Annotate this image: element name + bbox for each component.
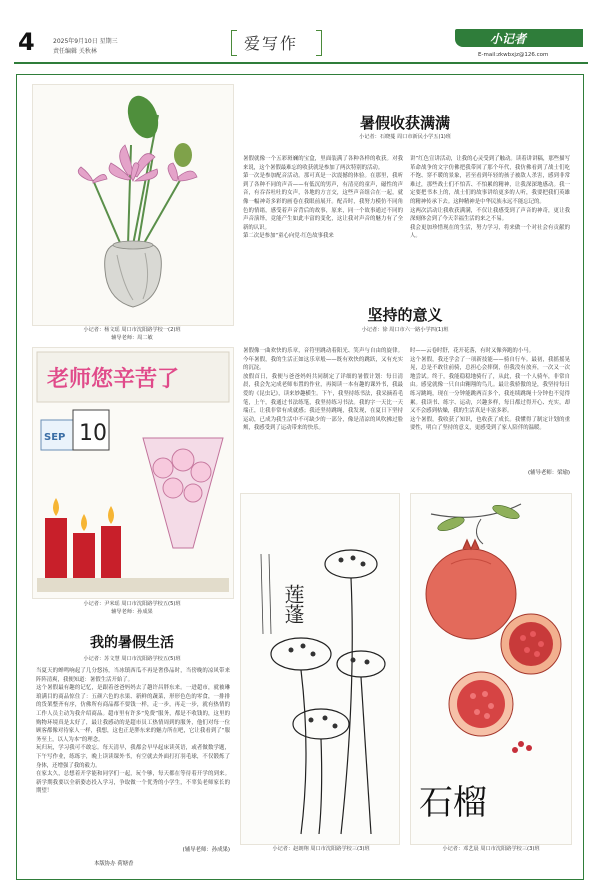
teachers-day-illustration (33, 348, 233, 598)
page-number: 4 (18, 28, 35, 56)
section-title: 爱写作 (244, 34, 299, 53)
article3-byline: 小记者：苏文慧 周口市沈阳路学校五(5)班 (83, 656, 181, 662)
brand-name: 小记者 (490, 32, 527, 46)
article3-title: 我的暑假生活 (90, 635, 174, 651)
article2-byline: 小记者：徐 周口市六一路小学四(1)班 (361, 327, 449, 333)
calendar-month: SEP (44, 432, 66, 443)
article2-teacher: (辅导老师：梁瑜) (528, 470, 570, 476)
article3-body: 当夏天的蝉鸣响起了几分悠扬，当冰镇西瓜不再是奢侈品时，当傍晚的凉风带来阵阵清爽，我便知道：暑假生活开始了。 这个暑假最有趣的记忆，是跟着爸爸妈妈去了趟许昌胖东来。一进超市，就被琳琅满目的商品惊住了：五颜六色的水果、新鲜的蔬菜，形形色色的零食，一排排的货架整齐有序，仿佛所有商品都不要钱一样，走一步，再走一步，就有热情的工作人员主动为我介绍商品。超市里有许多“免费”服务，都是不收钱的，这里的购物环境真是太好了，最让我感动的是超市员工热情周到的服务，他们对每一位顾客都像对待家人一样，我想，这也正是胖东来的魅力所在吧，它让我看到了“服务至上，以人为本”的理念。 玩归玩，学习我可不敢忘。每天清早，我都会早早起床读英语，或者做数学题，下午写作业，练练字，晚上读读课外书，有空就去外面打打羽毛球，不仅锻炼了身体，还增强了我的毅力。 在家太久，总想着开学能和同学们一起，玩个够，每天都在等待着开学的到来。新学期我要以全新姿态投入学习，争取做一个优秀的小学生，不辜负老师家长的期望！ (36, 668, 230, 795)
footer-sponsor: 本版协办 荷塘香 (94, 861, 134, 867)
drawing-lotus-vase (32, 84, 234, 326)
article2-title: 坚持的意义 (367, 306, 443, 324)
calendar-day: 10 (79, 421, 107, 446)
article2-col1: 暑假像一曲欢快的乐章，音符里跳动着阳光、笑声与自由的旋律。今年暑假，我的生活正如这乐章般——既有欢快的跳跃，又有充实的沉淀。 放假首日，我便与爸爸妈妈共同制定了详细的暑假计划：每日清晨，我会先完成老师布置的作业，再阅读一本有趣的课外书，我最爱的《昆虫记》，读来妙趣横生。下午，我坚持练书法，我采摘着毛笔，上午，我通过书法练笔，我坚持练习书法。我的字一天比一天端正，让我非常有成就感；我还坚持跳绳，我发现，在夏日下坚持运动，已成为我生活中不可缺少的一部分，像是清凉的风吹拂过脸颊，我感受到了运动带来的快乐。 (243, 348, 403, 432)
article1-col2: 讲”红色宣讲活动，让我的心灵受到了触动。读着讲讲稿，那些描写革命战争的文字仿佛把我带回了那个年代，我仿佛看到了战士们吃不饱、穿不暖的景象，甚至看到年轻的孩子被敌人杀害，感到非常难过，那些战士们不怕苦、不怕累的精神，让我深深地感动。我一定要把书本上的，战士们的故事讲给更多的人听，我要把我们英雄的精神传承下去。这种精神是中华民族永远不能忘记的。 这两次活动让我收获满满，不仅让我感受到了声音的神奇，更让我深刻体会到了今天幸福生活的来之不易。 我会更加珍惜现在的生活，努力学习，将来做一个对社会有贡献的人。 (410, 156, 570, 240)
drawing2-credit: 小记者：尹米瑶 周口市沈阳路学校五(5)班 (83, 601, 181, 607)
article2-col2: 时——云卷时舒，花开花落，有时又像奔跑的小马。 这个暑假，我还学会了一项新技能——骑自行车。最初，我摇摇晃晃，总是不敢往前骑，总担心会摔倒，但我没有放弃，一次又一次地尝试。终于，我能稳稳地骑行了，从此，我一个人骑车，非常自由。感觉就像一只自由翱翔的鸟儿。最让我骄傲的是，我坚持每日练习跳绳，现在一分钟能跳两百多个，我连续跳绳十分钟也不觉得累。我读书、练字、运动，兴趣多样，每日都过得开心、充实，却又不会感到枯燥，我的生活真是丰富多彩。 这个暑假，我收获了知识，也收获了成长。我懂得了制定计划的重要性，明白了坚持的意义，更感受到了家人陪伴的温暖。 (410, 348, 570, 432)
pomegranates-illustration (411, 494, 571, 844)
drawing-teachers-day (32, 347, 234, 599)
drawing-lotus-pods (240, 493, 400, 845)
drawing3-credit: 小记者：赵朗翔 周口市沈阳路学校三(3)班 (272, 846, 370, 852)
calligraphy-lianpeng: 莲蓬 (281, 584, 305, 624)
header-email: E-mail:zkwbxjz@126.com (478, 52, 549, 58)
article3-teacher: (辅导老师：孙成果) (182, 847, 230, 853)
calligraphy-shiliu: 石榴 (419, 783, 487, 823)
lotus-vase-illustration (33, 85, 233, 325)
section-bracket-left (231, 30, 237, 56)
header-date: 2025年9月10日 星期三 (53, 38, 118, 45)
drawing1-credit: 小记者：杨文瑶 周口市沈阳路学校一(2)班 (83, 327, 181, 333)
header-editor: 责任编辑 关秋林 (53, 48, 97, 55)
article1-byline: 小记者：石晓蔓 周口市新民小学五(1)班 (359, 134, 451, 140)
lotus-pods-illustration (241, 494, 399, 844)
article1-col1: 暑假就像一个五彩斑斓的宝盒，里面装满了各种各样的收获。对我来说，这个暑假最难忘的收获就是参加了两次特别的活动。 第一次是参加配音活动。那可真是一次震撼的体验。在那里，我听到了各种不同的声音——有低沉的男声，有清亮的童声，磁性的声音，有吞吞吐吐的女声，各地的方言交，这些声音组合在一起，就像一幅神奇多彩的画卷在我眼前展开。配音时，我努力模仿不同角色的情绪，感受着声音背后的故事，原来，同一个故事通过不同的声音演绎，竟能产生如此丰富的变化，这让我对声音的魅力有了全新的认识。 第二次是参加“童心向党·红色故事我来 (243, 156, 403, 240)
drawing-pomegranates (410, 493, 572, 845)
drawing4-credit: 小记者：邓艺晨 周口市沈阳路学校三(3)班 (442, 846, 540, 852)
page-header (0, 0, 600, 58)
header-rule (14, 62, 588, 64)
drawing2-teacher: 辅导老师：孙成果 (111, 609, 153, 615)
article1-title: 暑假收获满满 (359, 114, 450, 132)
drawing1-teacher: 辅导老师：周二敏 (111, 335, 153, 341)
section-bracket-right (316, 30, 322, 56)
card-lettering: 老师您辛苦了 (47, 367, 180, 392)
